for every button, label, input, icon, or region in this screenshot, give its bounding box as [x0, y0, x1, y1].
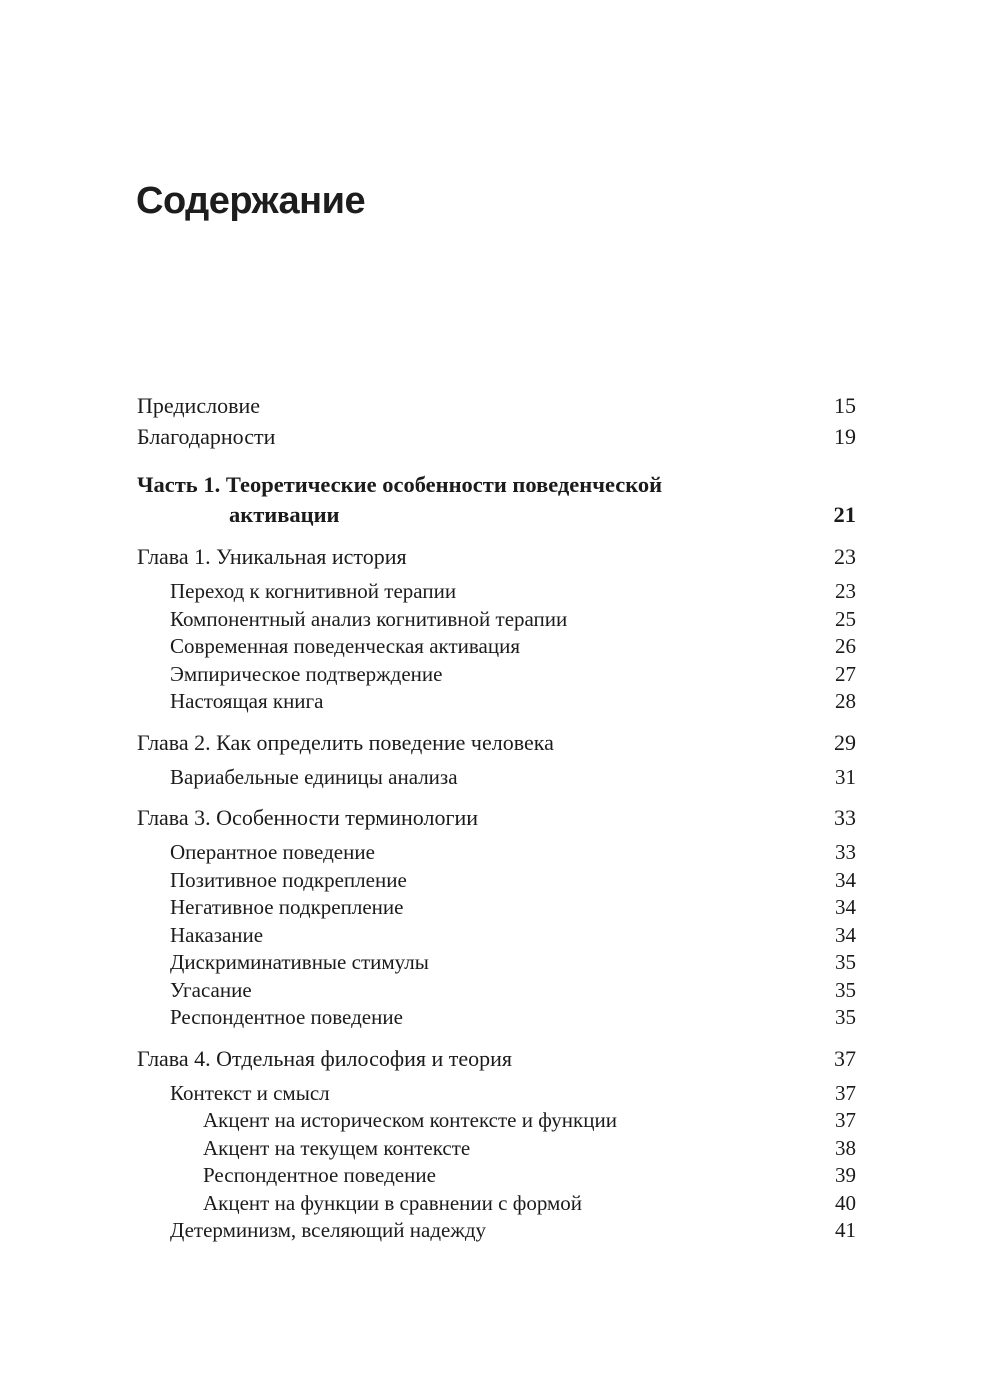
toc-entry-page-number: 34 — [835, 922, 856, 947]
toc-entry — [137, 688, 856, 716]
toc-entry-label: Глава 4. Отдельная философия и теория — [137, 1045, 513, 1071]
toc-entry-page-number: 34 — [835, 867, 856, 892]
toc-entry-label: Респондентное поведение — [170, 1005, 403, 1029]
toc-entry — [137, 1080, 856, 1108]
toc-entry-label: Глава 2. Как определить поведение человека — [137, 729, 554, 755]
toc-entry-page-number: 39 — [835, 1163, 856, 1187]
toc-entry — [137, 977, 856, 1005]
toc-entry-label: Респондентное поведение — [203, 1163, 436, 1187]
toc-entry-label-line2: активации — [229, 502, 340, 527]
toc-entry-label: Дискриминативные стимулы — [170, 950, 429, 974]
toc-entry — [137, 606, 856, 634]
toc-entry — [137, 390, 856, 421]
toc-entry-label: Предисловие — [137, 393, 260, 418]
toc-entry-label: Позитивное подкрепление — [170, 867, 407, 892]
toc-entry-page-number: 33 — [835, 840, 856, 864]
toc-entry-label: Компонентный анализ когнитивной терапии — [170, 606, 568, 631]
toc-entry — [137, 578, 856, 606]
toc-entry — [137, 1044, 856, 1074]
toc-entry-page-number: 28 — [835, 689, 856, 713]
toc-entry-page-number: 35 — [835, 950, 856, 974]
toc-entry-label: Контекст и смысл — [170, 1080, 330, 1105]
toc-entry-label: Глава 1. Уникальная история — [137, 544, 407, 569]
toc-entry-page-number: 38 — [835, 1135, 856, 1160]
toc-entry — [137, 894, 856, 922]
toc-entry — [137, 470, 856, 530]
toc-entry-label: Эмпирическое подтверждение — [170, 661, 443, 686]
toc-entry-label: Акцент на историческом контексте и функции — [203, 1108, 617, 1132]
toc-entry — [137, 764, 856, 792]
toc-entry-page-number: 34 — [835, 895, 856, 919]
toc-entry-page-number: 37 — [835, 1108, 856, 1132]
toc-entry-label: Акцент на функции в сравнении с формой — [203, 1190, 583, 1215]
toc-entry-page-number: 31 — [835, 764, 856, 789]
toc-entry-label: Переход к когнитивной терапии — [170, 579, 457, 603]
toc-entry — [137, 421, 856, 452]
page-title: Содержание — [136, 180, 366, 222]
toc-entry-page-number: 35 — [835, 977, 856, 1002]
toc-entry-label: Глава 3. Особенности терминологии — [137, 805, 479, 830]
toc-entry-label: Вариабельные единицы анализа — [170, 764, 458, 789]
toc-entry — [137, 949, 856, 977]
toc-entry-page-number: 15 — [834, 393, 856, 418]
toc-entry-label: Негативное подкрепление — [170, 895, 404, 919]
toc-entry — [137, 839, 856, 867]
toc-entry-page-number: 23 — [835, 579, 856, 603]
toc-entry-page-number: 25 — [835, 606, 856, 631]
toc-entry-label: Оперантное поведение — [170, 840, 375, 864]
toc-entry — [137, 542, 856, 572]
toc-entry-label-line1: Часть 1. Теоретические особенности поведенческой — [137, 472, 663, 497]
toc-entry-label — [137, 470, 820, 530]
toc-entry-page-number: 37 — [835, 1080, 856, 1105]
toc-entry-label: Акцент на текущем контексте — [203, 1135, 471, 1160]
toc-entry — [137, 728, 856, 758]
toc-entry-page-number: 27 — [835, 661, 856, 686]
toc-entry-page-number: 35 — [835, 1005, 856, 1029]
toc-entry — [137, 1004, 856, 1032]
toc-entry-page-number: 33 — [834, 805, 856, 830]
toc-entry-label: Современная поведенческая активация — [170, 634, 520, 658]
toc-entry — [137, 633, 856, 661]
toc-entry — [137, 867, 856, 895]
toc-entry — [137, 1135, 856, 1163]
toc-entry-label: Угасание — [170, 977, 252, 1002]
toc-entry — [137, 922, 856, 950]
toc-entry-page-number: 37 — [834, 1045, 856, 1071]
toc-entry — [137, 661, 856, 689]
toc-entry-page-number: 29 — [834, 729, 856, 755]
toc-entry-page-number: 41 — [835, 1218, 856, 1242]
toc-entry — [137, 803, 856, 833]
toc-entry-page-number: 26 — [835, 634, 856, 658]
toc-entry-page-number: 40 — [835, 1190, 856, 1215]
toc-entry — [137, 1107, 856, 1135]
toc-entry-label: Наказание — [170, 922, 264, 947]
toc-entry-page-number: 23 — [834, 544, 856, 569]
toc-entry — [137, 1190, 856, 1218]
toc-entry-label: Настоящая книга — [170, 689, 324, 713]
toc-entry-page-number: 21 — [833, 502, 856, 527]
toc-entry-page-number: 19 — [834, 424, 856, 449]
toc-entry-label: Благодарности — [137, 424, 276, 449]
toc-entry — [137, 1162, 856, 1190]
toc-entry — [137, 1217, 856, 1245]
toc-entry-label: Детерминизм, вселяющий надежду — [170, 1218, 487, 1242]
toc-list — [137, 390, 856, 1245]
